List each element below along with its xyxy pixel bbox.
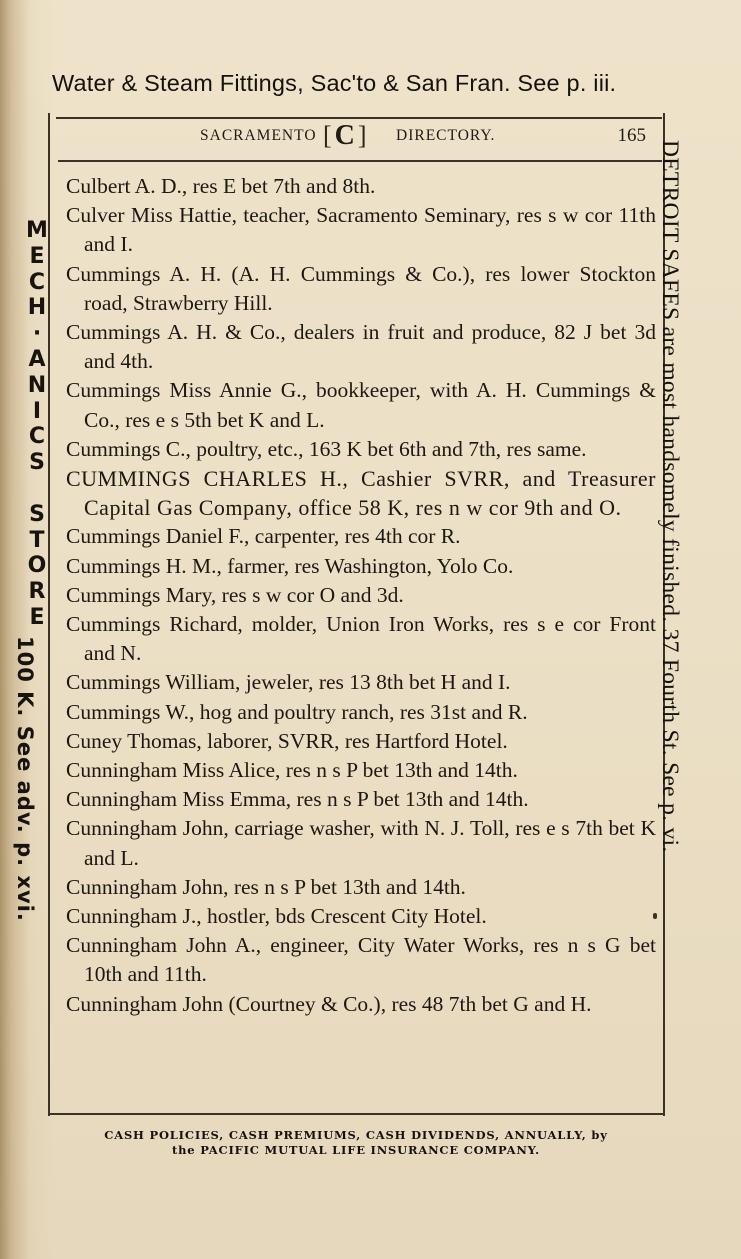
running-head [56,122,654,158]
page-number: 165 [617,125,646,146]
frame-top-rule [56,117,662,119]
directory-entry: Cuney Thomas, laborer, SVRR, res Hartford Hotel. [66,728,508,753]
left-ad-letter: H [27,295,47,321]
bracket-open: [ [323,121,332,150]
left-ad-vertical-letters [20,218,54,631]
directory-entry: Cummings Miss Annie G., bookkeeper, with A. H. Cummings & Co., res e s 5th bet K and L. [66,378,656,432]
left-ad-letter: · [32,321,42,347]
left-ad-letter: N [27,372,47,398]
directory-entry: Cummings William, jeweler, res 13 8th bet H and I. [66,670,511,695]
left-ad-rotated-text: 100 K. See adv. p. xvi. [13,636,37,922]
left-ad-letter: M [26,218,48,243]
directory-entry: Cunningham Miss Emma, res n s P bet 13th and 14th. [66,787,529,812]
left-ad-letter: S [29,450,45,476]
running-head-city: SACRAMENTO [200,127,317,144]
left-ad-letter: E [29,243,45,269]
left-margin-advertisement [13,218,54,922]
left-ad-letter: S [29,501,45,527]
left-ad-letter: O [27,553,47,579]
directory-entry: Culver Miss Hattie, teacher, Sacramento Seminary, res s w cor 11th and I. [66,203,656,257]
top-advertisement: Water & Steam Fittings, Sac'to & San Fran. See p. iii. [52,70,617,96]
left-ad-letter: A [28,346,46,372]
header-rule [58,160,662,162]
right-ad-text: DETROIT SAFES are most handsomely finished. 37 Fourth St. See p. vi. [657,140,683,853]
running-head-title: DIRECTORY. [396,127,496,144]
directory-entry: Cummings H. M., farmer, res Washington, Yolo Co. [66,553,514,578]
directory-entry: Cunningham John, res n s P bet 13th and 14th. [66,874,466,899]
directory-entry: Cummings C., poultry, etc., 163 K bet 6th and 7th, res same. [66,436,587,461]
left-ad-letter: C [28,424,46,450]
left-ad-letter: E [29,604,45,630]
section-letter: C [334,120,355,151]
directory-entry: CUMMINGS CHARLES H., Cashier SVRR, and Treasurer Capital Gas Company, office 58 K, res n w cor 9th and O. [66,466,656,521]
bottom-ad-line-1: CASH POLICIES, CASH PREMIUMS, CASH DIVIDENDS, ANNUALLY, by [104,1128,608,1142]
directory-entry: Cunningham Miss Alice, res n s P bet 13th and 14th. [66,758,518,783]
directory-entry: Cunningham John, carriage washer, with N. J. Toll, res e s 7th bet K and L. [66,816,656,870]
bottom-ad-line-2: the PACIFIC MUTUAL LIFE INSURANCE COMPANY. [172,1143,540,1157]
bracket-close: ] [357,121,367,150]
left-ad-letter: I [32,398,42,424]
directory-entry: Cunningham John A., engineer, City Water Works, res n s G bet 10th and 11th. [66,933,656,987]
running-head-letter-group [323,120,367,152]
directory-entry: Cummings Daniel F., carpenter, res 4th cor R. [66,524,461,549]
directory-entry: Cummings W., hog and poultry ranch, res 31st and R. [66,699,528,724]
directory-entry: Cunningham John (Courtney & Co.), res 48 7th bet G and H. [66,991,592,1016]
directory-entries [62,172,656,1019]
directory-entry: Cummings A. H. & Co., dealers in fruit and produce, 82 J bet 3d and 4th. [66,320,656,374]
directory-entry: Cummings Richard, molder, Union Iron Works, res s e cor Front and N. [66,612,656,666]
frame-bottom-rule [48,1113,665,1115]
bottom-advertisement [56,1128,656,1158]
directory-entry: Cunningham J., hostler, bds Crescent City Hotel. [66,904,487,929]
directory-entry: Cummings A. H. (A. H. Cummings & Co.), res lower Stockton road, Strawberry Hill. [66,261,656,315]
left-ad-letter: T [29,527,45,553]
left-ad-letter: R [28,579,46,605]
directory-entry: Cummings Mary, res s w cor O and 3d. [66,582,404,607]
directory-entry: Culbert A. D., res E bet 7th and 8th. [66,174,376,198]
left-ad-letter: C [28,269,46,295]
ink-spot [653,913,657,919]
